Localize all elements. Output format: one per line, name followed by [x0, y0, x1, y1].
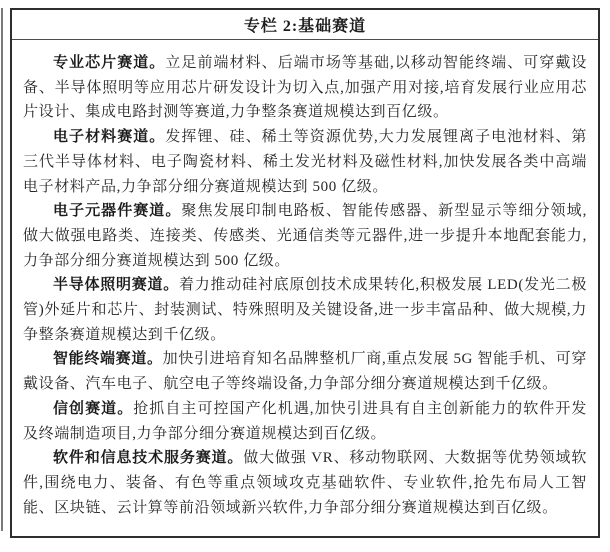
- page-edge-line: [1, 8, 3, 531]
- column-title-bar: [12, 10, 598, 40]
- track-lead: 电子元器件赛道。: [53, 203, 182, 220]
- track-body: 加快引进培育知名品牌整机厂商,重点发展 5G 智能手机、可穿戴设备、汽车电子、航空电子等终端设备,力争部分细分赛道规模达到千亿级。: [23, 351, 587, 393]
- track-lead: 智能终端赛道。: [53, 351, 163, 368]
- track-paragraph-xinchuang: [23, 397, 587, 446]
- column-box: [10, 8, 600, 538]
- track-body: 着力推动硅衬底原创技术成果转化,积极发展 LED(发光二极管)外延片和芯片、封装测试、特殊照明及关键设备,进一步丰富品种、做大规模,力争整条赛道规模达到千亿级。: [23, 277, 587, 343]
- track-lead: 信创赛道。: [53, 400, 134, 417]
- track-paragraph-smart-terminals: [23, 347, 587, 396]
- column-content: [12, 40, 598, 520]
- track-lead: 电子材料赛道。: [53, 129, 166, 146]
- column-title: 专栏 2:基础赛道: [243, 18, 367, 35]
- track-lead: 软件和信息技术服务赛道。: [53, 450, 244, 467]
- track-paragraph-software-it-services: [23, 446, 587, 520]
- track-paragraph-professional-chips: [23, 51, 587, 125]
- track-lead: 半导体照明赛道。: [53, 277, 180, 294]
- track-body: 做大做强 VR、移动物联网、大数据等优势领域软件,围绕电力、装备、有色等重点领域攻克基础软件、专业软件,抢先布局人工智能、区块链、云计算等前沿领域新兴软件,力争部分细分赛道规模达到百亿级。: [23, 450, 588, 516]
- track-paragraph-electronic-materials: [23, 125, 587, 199]
- track-paragraph-semiconductor-lighting: [23, 273, 587, 347]
- track-lead: 专业芯片赛道。: [53, 55, 166, 71]
- track-body: 聚焦发展印制电路板、智能传感器、新型显示等细分领域,做大做强电路类、连接类、传感类、光通信类等元器件,进一步提升本地配套能力,力争部分细分赛道规模达到 500 亿级。: [23, 203, 587, 269]
- track-paragraph-electronic-components: [23, 199, 587, 273]
- track-body: 抢抓自主可控国产化机遇,加快引进具有自主创新能力的软件开发及终端制造项目,力争部分细分赛道规模达到百亿级。: [23, 400, 587, 442]
- track-body: 立足前端材料、后端市场等基础,以移动智能终端、可穿戴设备、半导体照明等应用芯片研发设计为切入点,加强产用对接,培育发展行业应用芯片设计、集成电路封测等赛道,力争整条赛道规模达到百亿级。: [23, 55, 588, 121]
- track-body: 发挥锂、硅、稀土等资源优势,大力发展锂离子电池材料、第三代半导体材料、电子陶瓷材料、稀土发光材料及磁性材料,加快发展各类中高端电子材料产品,力争部分细分赛道规模达到 500 亿级。: [23, 129, 588, 195]
